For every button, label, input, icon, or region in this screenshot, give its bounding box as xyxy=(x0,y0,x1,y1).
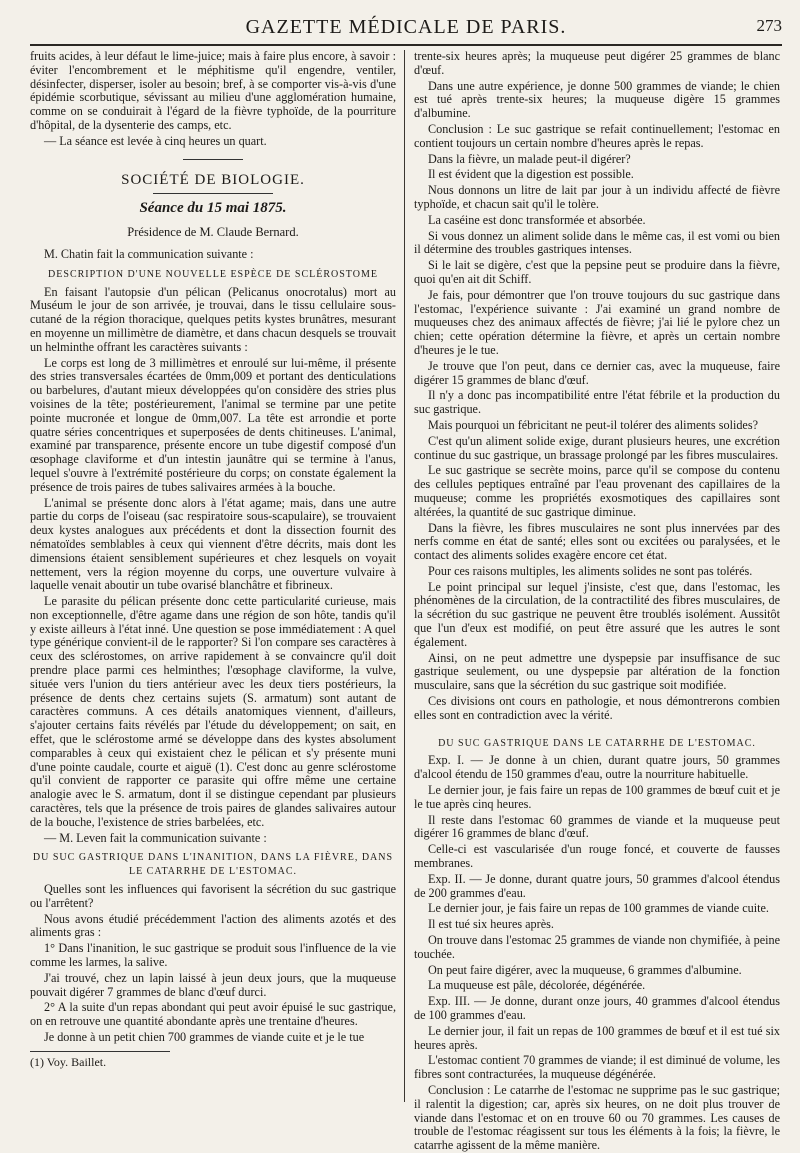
paragraph: Le suc gastrique se secrète moins, parce qu'il se compose du contenu des cellules peptiques entraîné par l'eau provenant des capillaires de la muqueuse; comme les propriétés exosmotiques des capillaires sont altérées, la quantité de suc gastrique diminue. xyxy=(414,463,780,519)
article-title: DU SUC GASTRIQUE DANS LE CATARRHE DE L'ESTOMAC. xyxy=(438,737,756,749)
paragraph: Conclusion : Le suc gastrique se refait continuellement; l'estomac en contient toujours un certain nombre d'heures après le repas. xyxy=(414,121,780,150)
paragraph: Conclusion : Le catarrhe de l'estomac ne supprime pas le suc gastrique; il ralentit la digestion; car, après six heures, on ne doit plus trouver de viande dans l'estomac et on en trouve 60 ou 70 grammes. Les causes de trouble de l'estomac réagissent sur tous les éléments à la fois; la fièvre, le catarrhe agissent de la même manière. xyxy=(414,1082,780,1153)
paragraph: Nous donnons un litre de lait par jour à un individu affecté de fièvre typhoïde, et chacun sait qu'il le tolère. xyxy=(414,183,780,211)
paragraph: Le dernier jour, il fait un repas de 100 grammes de bœuf et il est tué six heures après. xyxy=(414,1023,780,1052)
paragraph: On trouve dans l'estomac 25 grammes de viande non chymifiée, à peine touchée. xyxy=(414,933,780,961)
paragraph: Je fais, pour démontrer que l'on trouve toujours du suc gastrique dans l'estomac, l'expérience suivante : J'ai examiné un grand nombre de muqueuses chez des animaux affectés de fièvre; j'ai lié le pylore chez un chien; cette opération détermine la fièvre, et après un certain nombre d'heures je le tue. xyxy=(414,287,780,357)
column-divider xyxy=(404,50,405,1102)
paragraph: Dans la fièvre, un malade peut-il digérer? xyxy=(428,151,631,166)
paragraph: J'ai trouvé, chez un lapin laissé à jeun deux jours, que la muqueuse pouvait digérer 7 grammes de blanc d'œuf durci. xyxy=(30,970,396,999)
paragraph: — M. Leven fait la communication suivante : xyxy=(44,830,267,845)
paragraph: Nous avons étudié précédemment l'action des aliments azotés et des aliments gras : xyxy=(30,911,396,940)
page-header xyxy=(30,14,782,46)
paragraph: La muqueuse est pâle, décolorée, dégénérée. xyxy=(428,978,646,993)
paragraph: Exp. II. — Je donne, durant quatre jours, 50 grammes d'alcool étendus de 200 grammes d'eau. xyxy=(414,871,780,900)
paragraph: — La séance est levée à cinq heures un quart. xyxy=(44,133,267,148)
separator-rule xyxy=(153,193,273,194)
paragraph: Je donne à un petit chien 700 grammes de viande cuite et je le tue xyxy=(44,1030,365,1044)
page-number: 273 xyxy=(756,16,782,35)
paragraph: L'animal se présente donc alors à l'état agame; mais, dans une autre partie du corps de l'oiseau (sac respiratoire sous-scapulaire), se trouvaient deux kystes analogues aux précédents et dont la dissection fournit des nématoïdes semblables à ceux qui viennent d'être décrits, mais dont les dimensions étaient sensiblement supérieures et chez lesquels on voyait nettement, vers la région moyenne du corps, une ouverture vulvaire à laquelle venait aboutir un tube ovarisé blanchâtre et fibrineux. xyxy=(30,495,396,593)
right-column xyxy=(414,49,780,1153)
article-title: DESCRIPTION D'UNE NOUVELLE ESPÈCE DE SCLÉROSTOME xyxy=(48,268,378,280)
paragraph: En faisant l'autopsie d'un pélican (Pelicanus onocrotalus) mort au Muséum le jour de son arrivée, je trouvai, dans le tissu cellulaire sous-cutané de la région thoracique, quelques petits kystes brunâtres, mesurant en moyenne un millimètre de diamètre, et dans chacun desquels se trouvait un helminthe offrant les caractères suivants : xyxy=(30,284,396,354)
footnote: (1) Voy. Baillet. xyxy=(30,1054,107,1069)
paragraph: Il est tué six heures après. xyxy=(428,917,554,932)
paragraph: La caséine est donc transformée et absorbée. xyxy=(428,212,646,227)
paragraph: Dans une autre expérience, je donne 500 grammes de viande; le chien est tué après trente-six heures; la muqueuse digère 15 grammes d'albumine. xyxy=(414,78,780,121)
paragraph: Dans la fièvre, les fibres musculaires ne sont plus innervées par des nerfs comme en état de santé; elles sont ou excitées ou paralysées, et le contact des aliments solides exagère encore cet état. xyxy=(414,520,780,563)
paragraph: Ces divisions ont cours en pathologie, et nous démontrerons combien elles sont en contradiction avec la vérité. xyxy=(414,694,780,722)
article-title: DU SUC GASTRIQUE DANS L'INANITION, DANS LA FIÈVRE, DANS LE CATARRHE DE L'ESTOMAC. xyxy=(32,852,394,878)
paragraph: Celle-ci est vascularisée d'un rouge foncé, et couverte de fausses membranes. xyxy=(414,842,780,871)
left-column xyxy=(30,50,396,1100)
paragraph: Le corps est long de 3 millimètres et enroulé sur lui-même, il présente des stries transversales écartées de 0mm,009 et portant des denticulations ou barbelures, d'autant mieux développées qu'on considère des stries plus voisines de la tête; postérieurement, l'animal se termine par une petite pointe mucronée et longue de 0mm,007. La tête est arrondie et porte quatre séries concentriques et superposées de dents chitineuses. L'animal, examiné par transparence, présente encore un tube digestif composé d'un œsophage claviforme et d'un intestin jaunâtre qui se termine à l'anus, lequel s'ouvre à l'extrémité postérieure du corps; on constate également la présence de trois paires de tubes salivaires armées à la bouche. xyxy=(30,355,396,494)
paragraph: Le dernier jour, je fais faire un repas de 100 grammes de bœuf cuit et je le tue après cinq heures. xyxy=(414,783,780,811)
paragraph: M. Chatin fait la communication suivante : xyxy=(44,246,254,261)
paragraph: Ainsi, on ne peut admettre une dyspepsie par insuffisance de suc gastrique seulement, ou une dyspepsie par altération de la fonction musculaire, sans que la sécrétion du suc gastrique soit modifiée. xyxy=(414,650,780,693)
paragraph: Exp. III. — Je donne, durant onze jours, 40 grammes d'alcool étendus de 100 grammes d'eau. xyxy=(414,994,780,1022)
paragraph: Si vous donnez un aliment solide dans le même cas, il est vomi ou bien il détermine des troubles gastriques intenses. xyxy=(414,228,780,257)
paragraph: C'est qu'un aliment solide exige, durant plusieurs heures, une excrétion continue du suc gastrique, un brassage prolongé par les fibres musculaires. xyxy=(414,433,780,462)
paragraph: 1° Dans l'inanition, le suc gastrique se produit sous l'influence de la vie comme les larmes, la salive. xyxy=(30,941,396,970)
paragraph: Mais pourquoi un fébricitant ne peut-il tolérer des aliments solides? xyxy=(428,417,758,432)
section-heading: SOCIÉTÉ DE BIOLOGIE. xyxy=(121,171,305,188)
paragraph: Le parasite du pélican présente donc cette particularité curieuse, mais non exceptionnelle, d'être agame dans une région de son hôte, tandis qu'il y existe ailleurs à l'état inné. Une question se pose immédiatement : A quel type générique convient-il de le rapporter? Si l'on compare ses caractères à ceux des sclérostomes, on arrive rapidement à se convaincre qu'il doit prendre place parmi ces helminthes; l'œsophage claviforme, la vulve, située vers l'union du tiers antérieur avec les deux tiers postérieurs, la présence de dents chez certains sujets (S. armatum) sont autant de caractères communs. A ces détails anatomiques viennent, d'ailleurs, s'ajouter certains faits révélés par l'étude du développement; on sait, en effet, que le sclérostome armé se développe dans des kystes absolument comparables à ceux qui existaient chez le pélican et s'y présente muni d'une pointe caudale, courte et aiguë (1). C'est donc au genre sclérostome qu'il convient de rapporter ce parasite qui offre même une certaine analogie avec le S. armatum, dont il se distingue cependant par plusieurs caractères, tels que la présence de trois paires de glandes salivaires autour de la bouche, l'existence de stries barbelées, etc. xyxy=(30,594,396,829)
paragraph: Il n'y a donc pas incompatibilité entre l'état fébrile et la production du suc gastrique. xyxy=(414,388,780,417)
paragraph: fruits acides, à leur défaut le lime-juice; mais à faire plus encore, à savoir : éviter l'encombrement et le méphitisme qu'il engendre, ventiler, désinfecter, disperser, isoler au besoin; bref, à se comporter vis-à-vis d'une épidémie scorbutique, sévissant au milieu d'une agglomération humaine, comme on se conduirait à l'égard de la fièvre typhoïde, de la pourriture d'hôpital, de la dysenterie des camps, etc. xyxy=(30,49,396,132)
journal-title: GAZETTE MÉDICALE DE PARIS. xyxy=(245,16,567,38)
paragraph: Si le lait se digère, c'est que la pepsine peut se produire dans la fièvre, quoi qu'en ait dit Schiff. xyxy=(414,258,780,286)
paragraph: trente-six heures après; la muqueuse peut digérer 25 grammes de blanc d'œuf. xyxy=(414,49,780,77)
paragraph: Je trouve que l'on peut, dans ce dernier cas, avec la muqueuse, faire digérer 15 grammes de blanc d'œuf. xyxy=(414,358,780,387)
paragraph: Il est évident que la digestion est possible. xyxy=(428,167,634,182)
paragraph: On peut faire digérer, avec la muqueuse, 6 grammes d'albumine. xyxy=(428,962,742,977)
separator-rule xyxy=(183,159,243,160)
paragraph: Le dernier jour, je fais faire un repas de 100 grammes de viande cuite. xyxy=(428,901,769,916)
presidency-line: Présidence de M. Claude Bernard. xyxy=(127,225,299,240)
session-title: Séance du 15 mai 1875. xyxy=(139,200,287,217)
paragraph: Le point principal sur lequel j'insiste, c'est que, dans l'estomac, les phénomènes de la circulation, de la contractilité des fibres musculaires, de la sécrétion du suc gastrique ne peuvent être troublés isolément. Aussitôt que l'un d'eux est modifié, on peut être assuré que les autres le sont également. xyxy=(414,579,780,649)
footnote-rule xyxy=(30,1051,170,1052)
paragraph: Exp. I. — Je donne à un chien, durant quatre jours, 50 grammes d'alcool étendu de 150 grammes d'eau, outre la nourriture habituelle. xyxy=(414,753,780,782)
paragraph: Il reste dans l'estomac 60 grammes de viande et la muqueuse peut digérer 16 grammes de blanc d'œuf. xyxy=(414,812,780,841)
paragraph: Pour ces raisons multiples, les aliments solides ne sont pas tolérés. xyxy=(428,563,753,578)
paragraph: L'estomac contient 70 grammes de viande; il est diminué de volume, les fibres sont contracturées, la muqueuse dégénérée. xyxy=(414,1053,780,1082)
paragraph: 2° A la suite d'un repas abondant qui peut avoir épuisé le suc gastrique, on en retrouve une quantité abondante après une trentaine d'heures. xyxy=(30,1000,396,1029)
paragraph: Quelles sont les influences qui favorisent la sécrétion du suc gastrique ou l'arrêtent? xyxy=(30,882,396,910)
